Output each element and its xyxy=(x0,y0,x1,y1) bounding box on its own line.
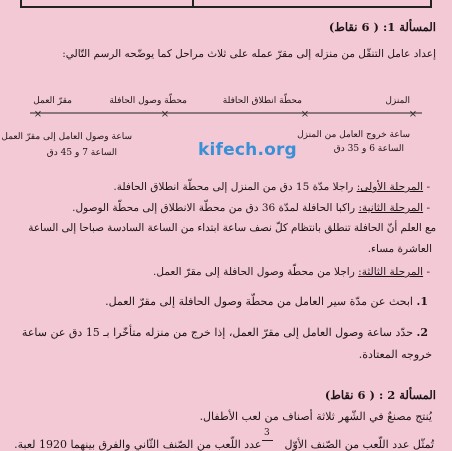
timeline-mark-arrival-station: × xyxy=(160,109,170,120)
problem1-points: ( 6 نقاط) xyxy=(328,20,379,34)
problem2-line2 xyxy=(14,438,434,451)
timeline-mark-start-station: × xyxy=(300,109,310,120)
label-arrival-station: محطّة وصول الحافلة xyxy=(109,96,187,106)
question2-line1 xyxy=(22,326,428,339)
stage2 xyxy=(72,202,430,214)
bus-note-line1: مع العلم أنّ الحافلة تنطلق بانتظام كلّ نصف ساعة ابتداء من الساعة السادسة صباحا إلى الساعة xyxy=(28,222,436,234)
caption-departure-time: الساعة 6 و 35 دق xyxy=(333,144,404,154)
question2-line2: خروجه المعتادة. xyxy=(358,348,432,361)
stage3 xyxy=(153,266,430,278)
label-work: مقرّ العمل xyxy=(33,96,72,106)
label-home: المنزل xyxy=(385,96,410,106)
problem1-title: المسألة 1: xyxy=(382,20,436,34)
problem2-points: ( 6 نقاط) xyxy=(324,388,375,402)
watermark-logo: kifech.org xyxy=(198,140,297,160)
bullet: - xyxy=(426,266,430,278)
question1-text: ابحث عن مدّة سير العامل من محطّة وصول الحافلة إلى مقرّ العمل. xyxy=(105,295,413,308)
question1-number: 1. xyxy=(416,295,428,308)
problem2-line2-rest: عدد اللّعب من الصّنف الثّاني والفرق بينهما 1920 لعبة. xyxy=(14,438,262,451)
stage1 xyxy=(113,181,430,193)
question1 xyxy=(105,295,428,308)
bullet: - xyxy=(426,202,430,214)
stage2-label: المرحلة الثانية: xyxy=(358,202,424,214)
stage2-text: راكبا الحافلة لمدّة 36 دق من محطّة الانطلاق إلى محطّة الوصول. xyxy=(72,202,356,214)
problem2-title: المسألة 2 : xyxy=(378,388,436,402)
problem2-heading xyxy=(325,388,436,402)
stage1-label: المرحلة الأولى: xyxy=(356,181,424,193)
fraction-numerator: 3 xyxy=(264,428,270,438)
timeline-mark-home: × xyxy=(408,109,418,120)
caption-arrival-time: الساعة 7 و 45 دق xyxy=(46,148,117,158)
bus-note-line2: العاشرة مساء. xyxy=(367,243,432,255)
fraction-bar xyxy=(262,440,273,441)
problem2-line2-start: تُمثّل عدد اللّعب من الصّنف الأوّل xyxy=(284,438,434,451)
caption-departure-title: ساعة خروج العامل من المنزل xyxy=(297,130,410,140)
bullet: - xyxy=(426,181,430,193)
question2-text: حدّد ساعة وصول العامل إلى مقرّ العمل، إذا خرج من منزله متأخّرا بـ 15 دق عن ساعة xyxy=(21,326,413,339)
question2-number: 2. xyxy=(416,326,428,339)
stage3-label: المرحلة الثالثة: xyxy=(358,266,424,278)
caption-arrival-title: ساعة وصول العامل إلى مقرّ العمل xyxy=(1,132,132,142)
timeline-mark-work: × xyxy=(33,109,43,120)
label-start-station: محطّة انطلاق الحافلة xyxy=(222,96,302,106)
problem2-line1: يُنتج مصنعٌ في الشّهر ثلاثة أصناف من لعب الأطفال. xyxy=(199,410,432,423)
stage1-text: راجلا مدّة 15 دق من المنزل إلى محطّة انطلاق الحافلة. xyxy=(113,181,354,193)
problem1-intro: إعداد عامل التنقّل من منزله إلى مقرّ عمله على ثلاث مراحل كما يوضّحه الرسم التّالي: xyxy=(62,48,436,60)
stage3-text: راجلا من محطّة وصول الحافلة إلى مقرّ العمل. xyxy=(153,266,355,278)
